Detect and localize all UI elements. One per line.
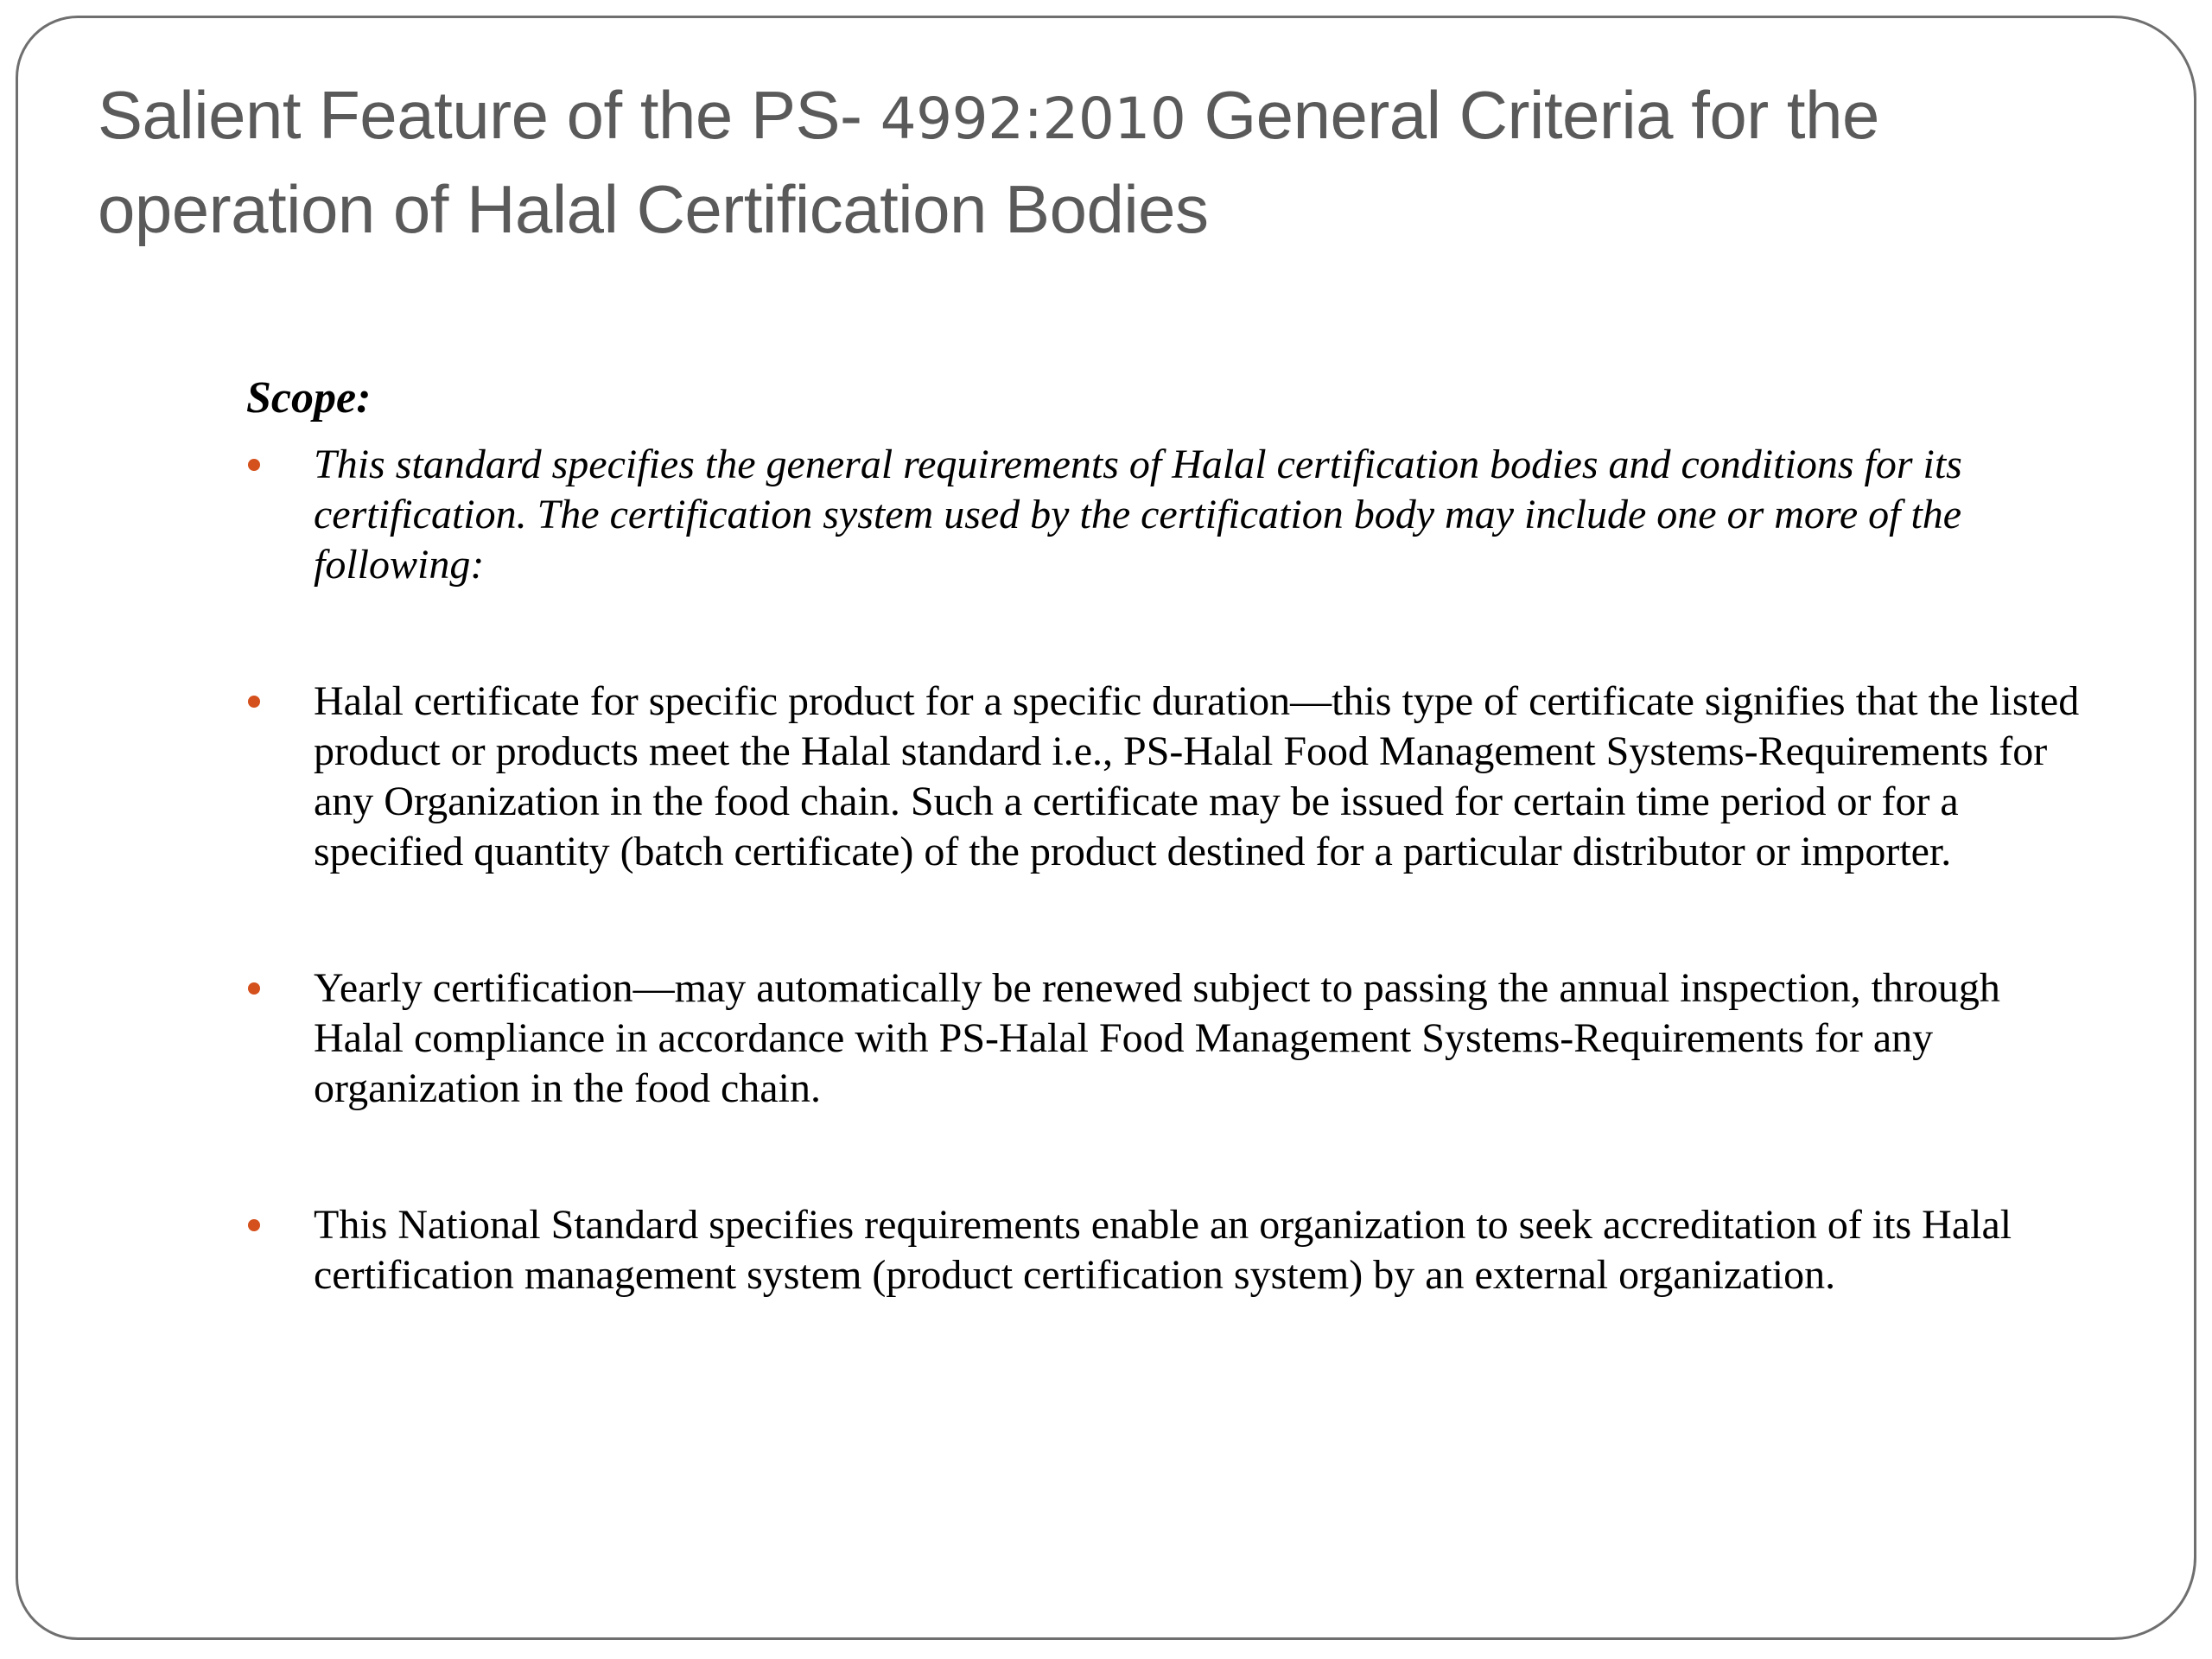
bullet-dot-icon bbox=[248, 982, 260, 995]
bullet-dot-icon bbox=[248, 459, 260, 471]
title-part-2: General Criteria for the operation of Halal Certification Bodies bbox=[98, 77, 1879, 247]
bullet-item-yearly-certification bbox=[246, 963, 2095, 1114]
bullet-text: Halal certificate for specific product for a specific duration—this type of certificate signifies that the listed product or products meet the Halal standard i.e., PS-Halal Food Management Systems-Requirements for any Organization in the food chain. Such a certificate may be issued for certain time period or for a specified quantity (batch certificate) of the product destined for a particular distributor or importer. bbox=[314, 678, 2080, 874]
title-standard-number: 4992:2010 bbox=[880, 86, 1186, 152]
bullet-dot-icon bbox=[248, 696, 260, 708]
bullet-item-specific-product-certificate bbox=[246, 677, 2095, 877]
scope-heading: Scope: bbox=[246, 373, 372, 423]
bullet-text: Yearly certification—may automatically be renewed subject to passing the annual inspection, through Halal compliance in accordance with PS-Halal Food Management Systems-Requirements for any organization in the food chain. bbox=[314, 965, 2000, 1111]
slide-frame bbox=[16, 16, 2196, 1640]
bullet-text: This National Standard specifies requirements enable an organization to seek accreditation of its Halal certification management system (product certification system) by an external organization. bbox=[314, 1202, 2012, 1298]
bullet-dot-icon bbox=[248, 1219, 260, 1231]
slide-title bbox=[98, 70, 2137, 254]
bullet-text: This standard specifies the general requirements of Halal certification bodies and conditions for its certification. The certification system used by the certification body may include one or more of the following: bbox=[314, 442, 1962, 588]
title-part-1: Salient Feature of the PS- bbox=[98, 77, 880, 153]
bullet-list bbox=[246, 440, 2095, 1300]
bullet-item-national-standard-accreditation bbox=[246, 1200, 2095, 1300]
bullet-item-scope-description bbox=[246, 440, 2095, 590]
